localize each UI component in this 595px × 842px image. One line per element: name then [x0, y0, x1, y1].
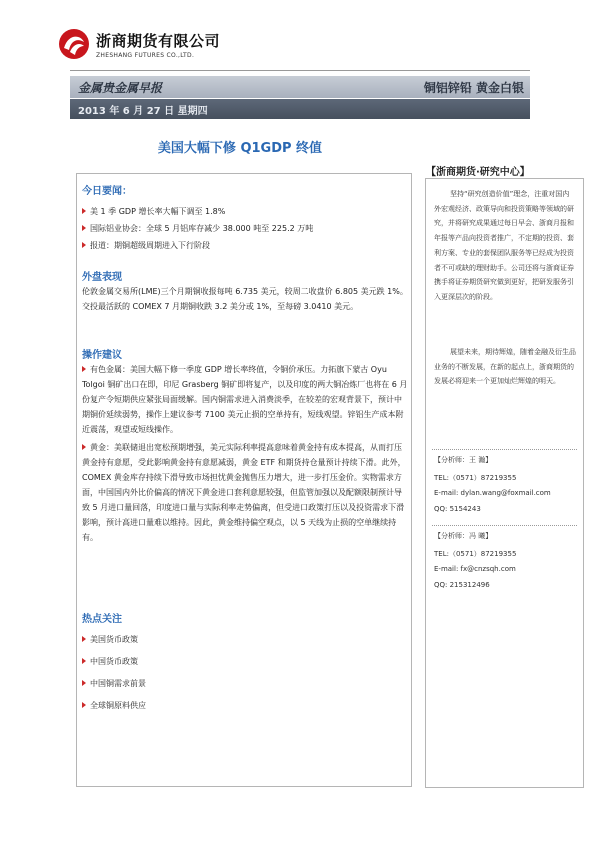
- bullet-arrow-icon: [82, 225, 86, 231]
- analyst-2-name: 【分析师：冯 曦】: [434, 532, 493, 540]
- bullet-arrow-icon: [82, 444, 86, 450]
- analyst-1-email[interactable]: E-mail: dylan.wang@foxmail.com: [434, 489, 551, 497]
- analyst-1-tel: TEL:（0571）87219355: [434, 474, 517, 482]
- company-logo: [58, 24, 228, 70]
- bullet-arrow-icon: [82, 242, 86, 248]
- hot-item: 美国货币政策: [82, 634, 138, 645]
- news-item: 美 1 季 GDP 增长率大幅下调至 1.8%: [82, 206, 225, 217]
- company-name-cn: 浙商期货有限公司: [96, 32, 221, 50]
- report-name: 金属贵金属早报: [78, 81, 163, 95]
- report-date: 2013 年 6 月 27 日 星期四: [78, 106, 208, 117]
- page-title: 美国大幅下修 Q1GDP 终值: [157, 141, 323, 156]
- analyst-2-tel: TEL:（0571）87219355: [434, 550, 517, 558]
- bullet-arrow-icon: [82, 366, 86, 372]
- sidebar-outlook: 展望未来，期待辉煌，随着金融及衍生品业务的不断发展，在新的起点上，浙商期货的发展必将迎来一个更加灿烂辉煌的明天。: [434, 348, 576, 386]
- news-item: 国际铝业协会：全球 5 月铝库存减少 38.000 吨至 225.2 万吨: [82, 223, 313, 234]
- report-header-band: [70, 76, 530, 98]
- bullet-arrow-icon: [82, 636, 86, 642]
- company-logo-icon: [58, 28, 90, 60]
- bullet-arrow-icon: [82, 208, 86, 214]
- sidebar-intro: 坚持“研究创造价值”理念，注重对国内外宏观经济、政策导向和投资策略等领域的研究，并将研究成果通过每日早会、浙商月报和年报等产品向投资者推广，不定期的投资、套利方案、专业的套保团队服务等已经成为投资者不可或缺的理财助手。公司还将与浙商证券携手将证券期货研究做到更好，把研发服务引入更深层次的阶段。: [434, 190, 574, 301]
- bullet-arrow-icon: [82, 680, 86, 686]
- header-rule: [70, 70, 530, 71]
- analyst-1-name: 【分析师：王 瀚】: [434, 456, 493, 464]
- hot-item: 中国铜需求前景: [82, 678, 146, 689]
- bullet-arrow-icon: [82, 658, 86, 664]
- sidebar-title: 【浙商期货·研究中心】: [426, 167, 530, 178]
- section-title-hot: 热点关注: [82, 614, 122, 625]
- report-categories: 铜铝锌铅 黄金白银: [423, 81, 524, 95]
- market-paragraph: 伦敦金属交易所(LME)三个月期铜收报每吨 6.735 美元，较周二收盘价 6.805 美元跌 1%。交投最活跃的 COMEX 7 月期铜收跌 3.2 美分或 1%，至每磅 3.0410 美元。: [82, 287, 408, 311]
- date-band: [70, 99, 530, 119]
- advice-metals-paragraph: 有色金属：美国大幅下修一季度 GDP 增长率终值，令铜价承压。力拓旗下蒙古 Oyu Tolgoi 铜矿出口在即，印尼 Grasberg 铜矿即将复产，以及印度的两大铜冶炼厂也将在 6 月份复产令短期供应紧张局面缓解。国内铜需求进入消费淡季，在较差的宏观背景下，预计中期铜价延续弱势，操作上建议参考 7100 美元止损的空单持有，短线观望。锌铝生产成本附近震荡，观望或短线操作。: [82, 365, 408, 434]
- company-name-en: ZHESHANG FUTURES CO.,LTD.: [96, 52, 195, 59]
- main-content-box: [76, 173, 412, 787]
- sidebar-box: [425, 178, 584, 788]
- sidebar-divider: [432, 525, 577, 526]
- analyst-1-qq: QQ: 5154243: [434, 505, 481, 513]
- section-title-market: 外盘表现: [82, 272, 122, 283]
- hot-item: 中国货币政策: [82, 656, 138, 667]
- analyst-2-email[interactable]: E-mail: fx@cnzsqh.com: [434, 565, 516, 573]
- section-title-advice: 操作建议: [82, 350, 122, 361]
- news-item: 报道：期铜超级周期进入下行阶段: [82, 240, 210, 251]
- sidebar-divider: [432, 449, 577, 450]
- section-title-news: 今日要闻：: [82, 186, 132, 197]
- bullet-arrow-icon: [82, 702, 86, 708]
- hot-item: 全球铜原料供应: [82, 700, 146, 711]
- analyst-2-qq: QQ: 215312496: [434, 581, 490, 589]
- advice-gold-paragraph: 黄金：美联储退出宽松预期增强，美元实际利率提高意味着黄金持有成本提高，从而打压黄金持有意愿，受此影响黄金持有意愿减弱，黄金 ETF 和期货持仓量预计持续下滑。此外，COMEX 黄金库存持续下滑导致市场担忧黄金抛售压力增大，进一步打压金价。实物需求方面，中国国内外比价偏高的情况下黄金进口套利意愿较强，但监管加强以及配额限制预计导致 5 月进口量回落，印度进口量与实际利率走势偏离，但受进口政策打压以及投资需求下滑影响，预计高进口量难以维持。因此，黄金维持偏空观点，以 5 天线为止损的空单继续持有。: [82, 443, 406, 542]
